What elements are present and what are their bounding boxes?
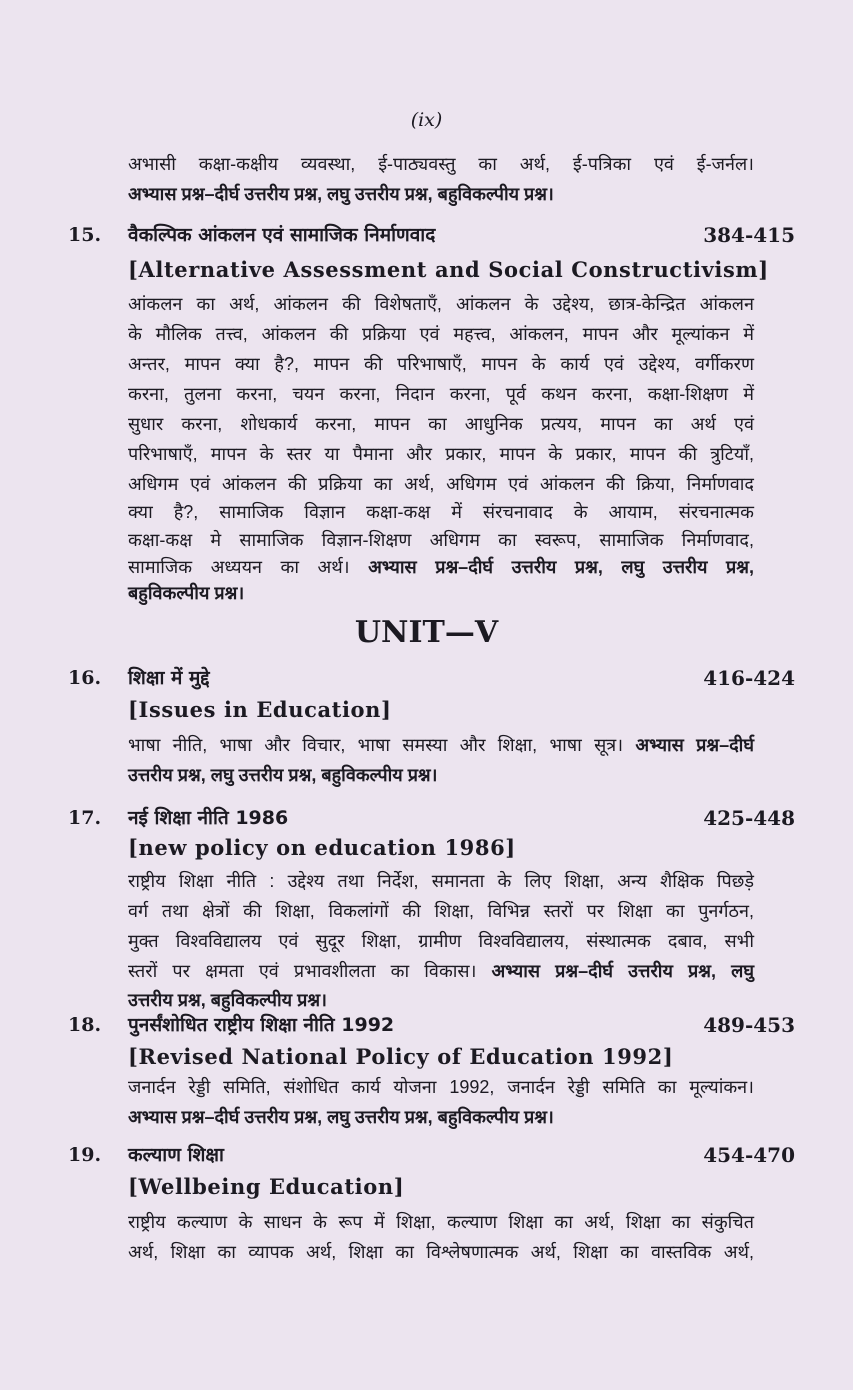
section-title-hindi: वैकल्पिक आंकलन एवं सामाजिक निर्माणवाद [128, 224, 436, 246]
topic-text: सामाजिक अध्ययन का अर्थ। [128, 557, 369, 577]
body-line [128, 179, 754, 209]
body-line [128, 349, 754, 379]
body-line [128, 319, 754, 349]
section-number: 17. [68, 807, 102, 829]
body-line [128, 497, 754, 527]
body-line [128, 469, 754, 499]
section-title-hindi: शिक्षा में मुद्दे [128, 667, 210, 689]
topic-text: कक्षा-कक्ष मे सामाजिक विज्ञान-शिक्षण अधिगम का स्वरूप, सामाजिक निर्माणवाद, [128, 530, 754, 550]
body-line [128, 956, 754, 986]
exercise-questions-text: अभ्यास प्रश्न–दीर्घ उत्तरीय प्रश्न, लघु उत्तरीय प्रश्न, [368, 557, 754, 577]
body-line [128, 1237, 754, 1267]
topic-text: परिभाषाएँ, मापन के स्तर या पैमाना और प्रकार, मापन के प्रकार, मापन की त्रुटियाँ, [128, 444, 754, 464]
topic-text: वर्ग तथा क्षेत्रों की शिक्षा, विकलांगों की शिक्षा, विभिन्न स्तरों पर शिक्षा का पुनर्गठन, [128, 901, 754, 921]
topic-text: के मौलिक तत्त्व, आंकलन की प्रक्रिया एवं महत्त्व, आंकलन, मापन और मूल्यांकन में [128, 324, 754, 344]
body-line [128, 866, 754, 896]
topic-text: राष्ट्रीय कल्याण के साधन के रूप में शिक्षा, कल्याण शिक्षा का अर्थ, शिक्षा का संकुचित [128, 1212, 754, 1232]
topic-text: अन्तर, मापन क्या है?, मापन की परिभाषाएँ, मापन के कार्य एवं उद्देश्य, वर्गीकरण [128, 354, 754, 374]
topic-text: जनार्दन रेड्डी समिति, संशोधित कार्य योजना 1992, जनार्दन रेड्डी समिति का मूल्यांकन। [128, 1077, 754, 1097]
topic-text: आंकलन का अर्थ, आंकलन की विशेषताएँ, आंकलन के उद्देश्य, छात्र-केन्द्रित आंकलन [128, 294, 754, 314]
exercise-questions-text: उत्तरीय प्रश्न, बहुविकल्पीय प्रश्न। [128, 990, 327, 1010]
unit-heading: UNIT—V [354, 615, 499, 650]
body-line [128, 525, 754, 555]
topic-text: करना, तुलना करना, चयन करना, निदान करना, पूर्व कथन करना, कक्षा-शिक्षण में [128, 384, 754, 404]
topic-text: स्तरों पर क्षमता एवं प्रभावशीलता का विकास। [128, 961, 492, 981]
topic-text: अर्थ, शिक्षा का व्यापक अर्थ, शिक्षा का विश्लेषणात्मक अर्थ, शिक्षा का वास्तविक अर्थ, [128, 1242, 754, 1262]
section-number: 18. [68, 1014, 102, 1036]
topic-text: भाषा नीति, भाषा और विचार, भाषा समस्या और शिक्षा, भाषा सूत्र। [128, 735, 636, 755]
section-number: 15. [68, 224, 102, 246]
section-title-english: [Revised National Policy of Education 1992] [128, 1044, 674, 1069]
section-title-english: [new policy on education 1986] [128, 835, 516, 860]
page-range: 425-448 [703, 806, 795, 830]
exercise-questions-text: अभ्यास प्रश्न–दीर्घ उत्तरीय प्रश्न, लघु [491, 961, 754, 981]
body-line [128, 289, 754, 319]
topic-text: राष्ट्रीय शिक्षा नीति : उद्देश्य तथा निर्देश, समानता के लिए शिक्षा, अन्य शैक्षिक पिछड़े [128, 871, 754, 891]
topic-text: सुधार करना, शोधकार्य करना, मापन का आधुनिक प्रत्यय, मापन का अर्थ एवं [128, 414, 754, 434]
body-line [128, 409, 754, 439]
section-number: 16. [68, 667, 102, 689]
exercise-questions-text: अभ्यास प्रश्न–दीर्घ उत्तरीय प्रश्न, लघु उत्तरीय प्रश्न, बहुविकल्पीय प्रश्न। [128, 184, 554, 204]
topic-text: क्या है?, सामाजिक विज्ञान कक्षा-कक्ष में संरचनावाद के आयाम, संरचनात्मक [128, 502, 754, 522]
body-line [128, 379, 754, 409]
topic-text: अधिगम एवं आंकलन की प्रक्रिया का अर्थ, अधिगम एवं आंकलन की क्रिया, निर्माणवाद [128, 474, 754, 494]
exercise-questions-text: अभ्यास प्रश्न–दीर्घ [635, 735, 754, 755]
section-number: 19. [68, 1144, 102, 1166]
body-line [128, 578, 754, 608]
topic-text: अभासी कक्षा-कक्षीय व्यवस्था, ई-पाठ्यवस्तु का अर्थ, ई-पत्रिका एवं ई-जर्नल। [128, 154, 754, 174]
section-title-hindi: पुनर्संशोधित राष्ट्रीय शिक्षा नीति 1992 [128, 1014, 395, 1036]
page-range: 454-470 [703, 1143, 795, 1167]
body-line [128, 1072, 754, 1102]
body-line [128, 1102, 754, 1132]
body-line [128, 1207, 754, 1237]
page-number: (ix) [410, 109, 443, 131]
page-range: 384-415 [703, 223, 795, 247]
topic-text: मुक्त विश्वविद्यालय एवं सुदूर शिक्षा, ग्रामीण विश्वविद्यालय, संस्थात्मक दबाव, सभी [128, 931, 754, 951]
section-title-english: [Alternative Assessment and Social Constructivism] [128, 257, 769, 282]
section-title-english: [Wellbeing Education] [128, 1174, 405, 1199]
exercise-questions-text: अभ्यास प्रश्न–दीर्घ उत्तरीय प्रश्न, लघु उत्तरीय प्रश्न, बहुविकल्पीय प्रश्न। [128, 1107, 554, 1127]
page-range: 489-453 [703, 1013, 795, 1037]
exercise-questions-text: उत्तरीय प्रश्न, लघु उत्तरीय प्रश्न, बहुविकल्पीय प्रश्न। [128, 765, 438, 785]
body-line [128, 730, 754, 760]
body-line [128, 926, 754, 956]
section-title-english: [Issues in Education] [128, 697, 392, 722]
body-line [128, 760, 754, 790]
exercise-questions-text: बहुविकल्पीय प्रश्न। [128, 583, 245, 603]
body-line [128, 439, 754, 469]
section-title-hindi: नई शिक्षा नीति 1986 [128, 807, 289, 829]
section-title-hindi: कल्याण शिक्षा [128, 1144, 224, 1166]
page-range: 416-424 [703, 666, 795, 690]
body-line [128, 149, 754, 179]
body-line [128, 896, 754, 926]
